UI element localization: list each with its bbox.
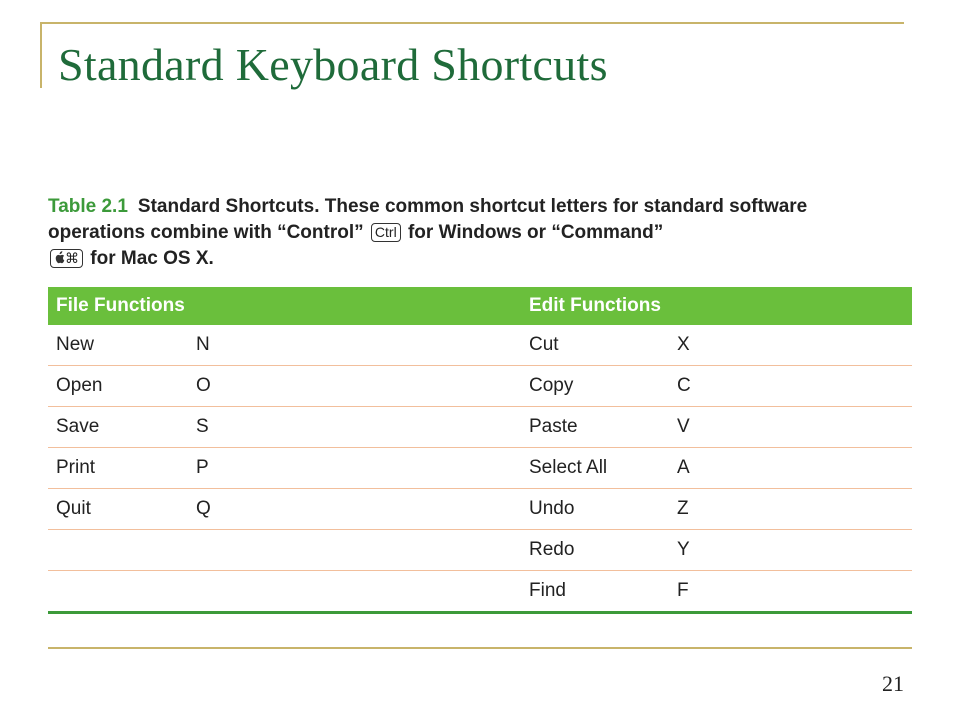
file-function-key: [188, 530, 521, 571]
shortcuts-table: [48, 287, 912, 614]
file-function-key: N: [188, 325, 521, 366]
table-row: [48, 366, 912, 407]
edit-function-name: Find: [521, 571, 669, 613]
caption-text-3: for Mac OS X.: [90, 248, 214, 269]
frame-left-rule: [40, 22, 42, 88]
file-function-name: New: [48, 325, 188, 366]
edit-function-key: V: [669, 407, 912, 448]
ctrl-key-icon: Ctrl: [371, 223, 401, 242]
shortcuts-table-wrapper: [48, 287, 912, 614]
command-key-icon: [50, 249, 83, 268]
table-row: [48, 530, 912, 571]
apple-icon: [54, 250, 65, 266]
file-function-key: [188, 571, 521, 613]
table-number: Table 2.1: [48, 196, 128, 217]
edit-function-name: Paste: [521, 407, 669, 448]
command-symbol: ⌘: [65, 250, 79, 266]
file-function-name: Print: [48, 448, 188, 489]
edit-function-name: Select All: [521, 448, 669, 489]
file-function-name: [48, 571, 188, 613]
edit-function-key: Z: [669, 489, 912, 530]
file-function-name: Quit: [48, 489, 188, 530]
edit-function-name: Undo: [521, 489, 669, 530]
edit-function-key: C: [669, 366, 912, 407]
table-caption: [48, 194, 908, 272]
header-file-functions: File Functions: [48, 287, 521, 325]
slide-title: Standard Keyboard Shortcuts: [58, 39, 608, 90]
file-function-key: Q: [188, 489, 521, 530]
caption-text-2: for Windows or “Command”: [407, 222, 664, 243]
edit-function-key: F: [669, 571, 912, 613]
caption-text-1: Standard Shortcuts. These common shortcut letters for standard software operations combine with “Control”: [48, 196, 808, 243]
frame-top-rule: [40, 22, 904, 24]
file-function-name: Open: [48, 366, 188, 407]
bottom-rule: [48, 647, 912, 649]
file-function-name: [48, 530, 188, 571]
file-function-key: P: [188, 448, 521, 489]
table-row: [48, 448, 912, 489]
file-function-key: O: [188, 366, 521, 407]
edit-function-name: Redo: [521, 530, 669, 571]
table-row: [48, 325, 912, 366]
table-row: [48, 489, 912, 530]
page-number: 21: [882, 671, 904, 696]
table-header-row: [48, 287, 912, 325]
edit-function-name: Cut: [521, 325, 669, 366]
table-row: [48, 407, 912, 448]
header-edit-functions: Edit Functions: [521, 287, 912, 325]
edit-function-key: X: [669, 325, 912, 366]
edit-function-key: Y: [669, 530, 912, 571]
table-row: [48, 571, 912, 613]
edit-function-name: Copy: [521, 366, 669, 407]
file-function-name: Save: [48, 407, 188, 448]
file-function-key: S: [188, 407, 521, 448]
edit-function-key: A: [669, 448, 912, 489]
